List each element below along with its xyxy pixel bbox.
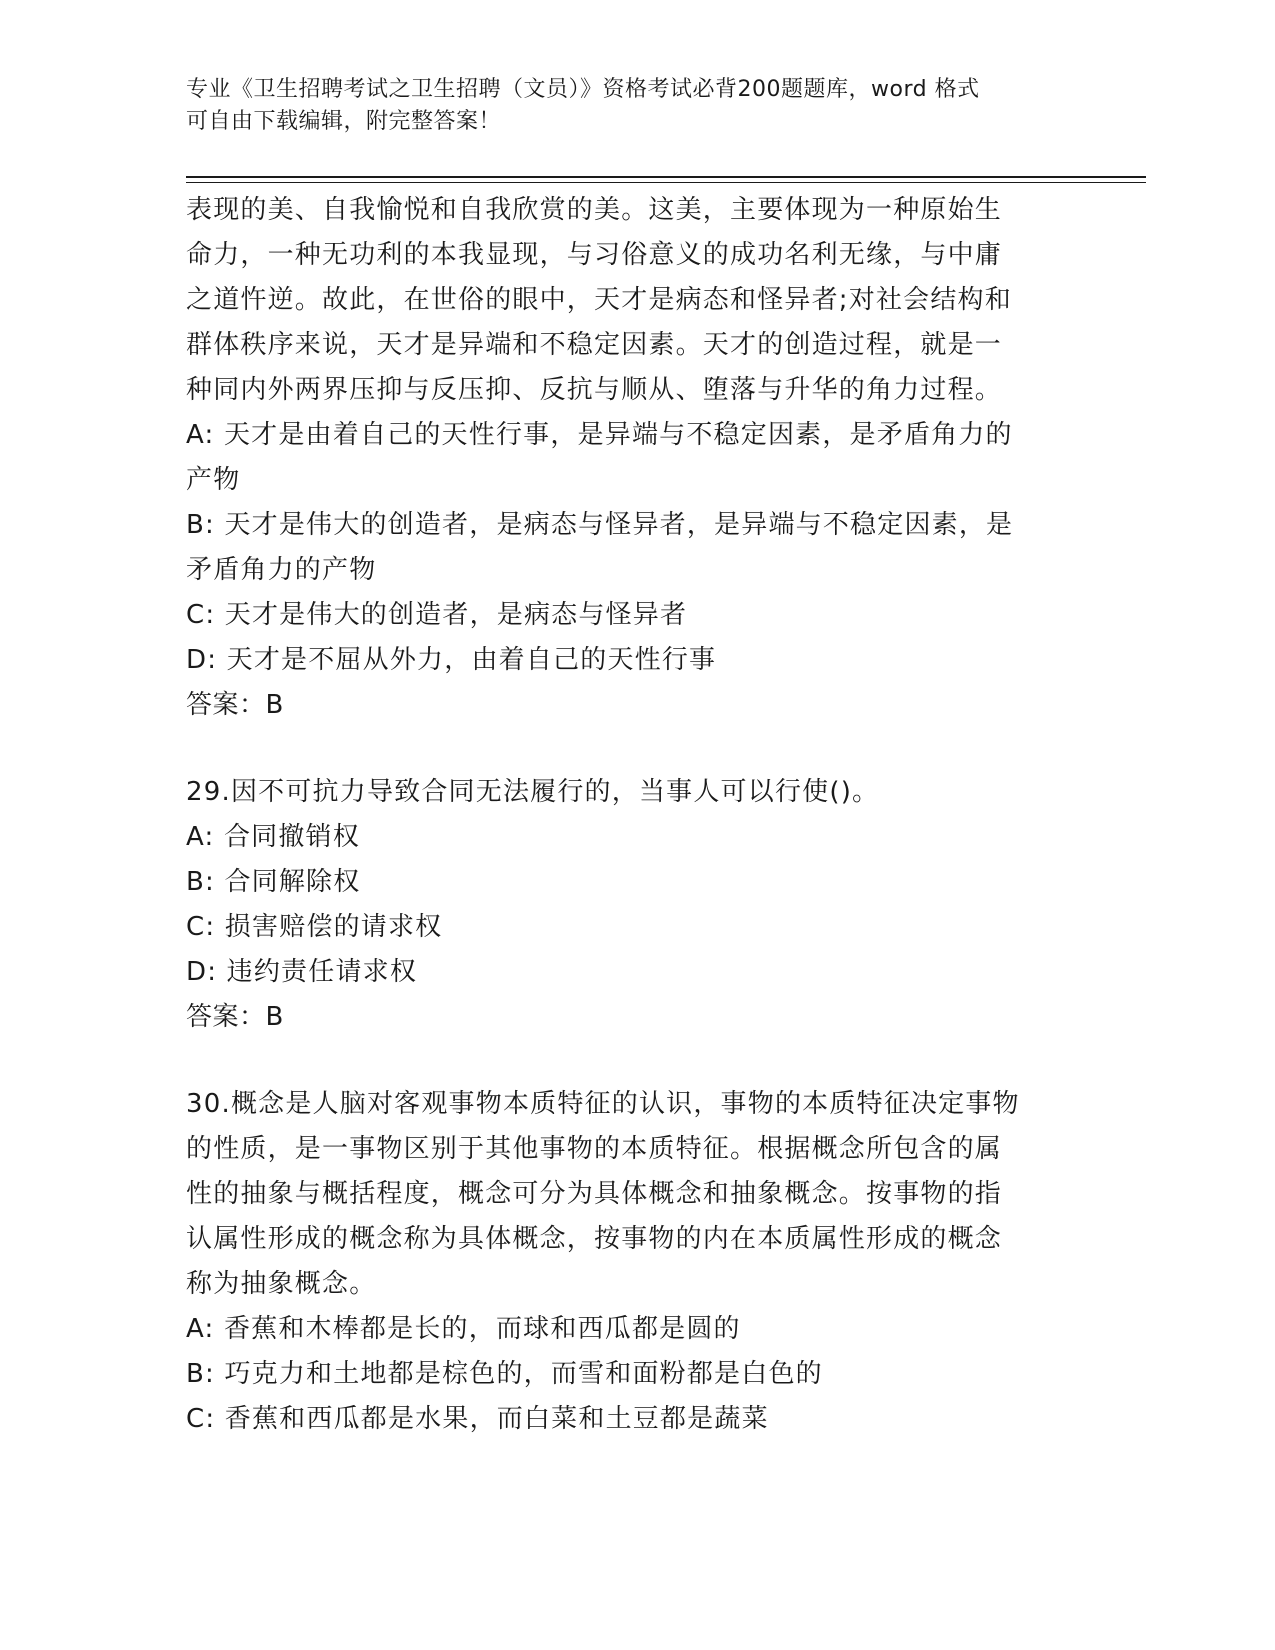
document-body bbox=[186, 188, 1086, 1442]
question-28-option-a: A: 天才是由着自己的天性行事，是异端与不稳定因素，是矛盾角力的 bbox=[186, 420, 1013, 450]
question-30-option-c: C: 香蕉和西瓜都是水果，而白菜和土豆都是蔬菜 bbox=[186, 1404, 769, 1434]
question-gap bbox=[186, 1040, 1086, 1082]
question-30-stem-line: 性的抽象与概括程度，概念可分为具体概念和抽象概念。按事物的指 bbox=[186, 1179, 1003, 1209]
question-30-stem-line: 称为抽象概念。 bbox=[186, 1269, 377, 1299]
document-header bbox=[186, 74, 1066, 138]
question-29-option-b: B: 合同解除权 bbox=[186, 867, 361, 897]
question-29-answer: 答案：B bbox=[186, 1002, 284, 1032]
header-divider-thick bbox=[186, 176, 1146, 178]
question-28-passage-line: 命力，一种无功利的本我显现，与习俗意义的成功名利无缘，与中庸 bbox=[186, 240, 1003, 270]
question-30-option-a: A: 香蕉和木棒都是长的，而球和西瓜都是圆的 bbox=[186, 1314, 741, 1344]
header-divider-thin bbox=[186, 182, 1146, 183]
question-28-option-b-continued: 矛盾角力的产物 bbox=[186, 555, 377, 585]
question-29-option-d: D: 违约责任请求权 bbox=[186, 957, 418, 987]
question-30-option-b: B: 巧克力和土地都是棕色的，而雪和面粉都是白色的 bbox=[186, 1359, 823, 1389]
question-30-stem-line: 30.概念是人脑对客观事物本质特征的认识，事物的本质特征决定事物 bbox=[186, 1089, 1020, 1119]
question-30-stem-line: 认属性形成的概念称为具体概念，按事物的内在本质属性形成的概念 bbox=[186, 1224, 1003, 1254]
question-29-option-c: C: 损害赔偿的请求权 bbox=[186, 912, 443, 942]
header-title-line-1: 专业《卫生招聘考试之卫生招聘（文员）》资格考试必背200题题库，word 格式 bbox=[186, 77, 980, 102]
question-gap bbox=[186, 728, 1086, 770]
question-28-option-a-continued: 产物 bbox=[186, 465, 241, 495]
question-28-option-c: C: 天才是伟大的创造者，是病态与怪异者 bbox=[186, 600, 688, 630]
question-28-passage-line: 表现的美、自我愉悦和自我欣赏的美。这美，主要体现为一种原始生 bbox=[186, 195, 1003, 225]
question-30-stem-line: 的性质，是一事物区别于其他事物的本质特征。根据概念所包含的属 bbox=[186, 1134, 1003, 1164]
question-28-passage-line: 群体秩序来说，天才是异端和不稳定因素。天才的创造过程，就是一 bbox=[186, 330, 1003, 360]
question-28-passage-line: 种同内外两界压抑与反压抑、反抗与顺从、堕落与升华的角力过程。 bbox=[186, 375, 1003, 405]
question-28 bbox=[186, 188, 1086, 728]
question-28-passage-line: 之道忤逆。故此，在世俗的眼中，天才是病态和怪异者;对社会结构和 bbox=[186, 285, 1012, 315]
question-28-option-b: B: 天才是伟大的创造者，是病态与怪异者，是异端与不稳定因素，是 bbox=[186, 510, 1014, 540]
question-30 bbox=[186, 1082, 1086, 1442]
question-28-answer: 答案：B bbox=[186, 690, 284, 720]
question-29-option-a: A: 合同撤销权 bbox=[186, 822, 360, 852]
header-title-line-2: 可自由下载编辑，附完整答案！ bbox=[186, 109, 502, 134]
question-28-option-d: D: 天才是不屈从外力，由着自己的天性行事 bbox=[186, 645, 717, 675]
question-29-stem: 29.因不可抗力导致合同无法履行的，当事人可以行使()。 bbox=[186, 777, 880, 807]
question-29 bbox=[186, 770, 1086, 1040]
